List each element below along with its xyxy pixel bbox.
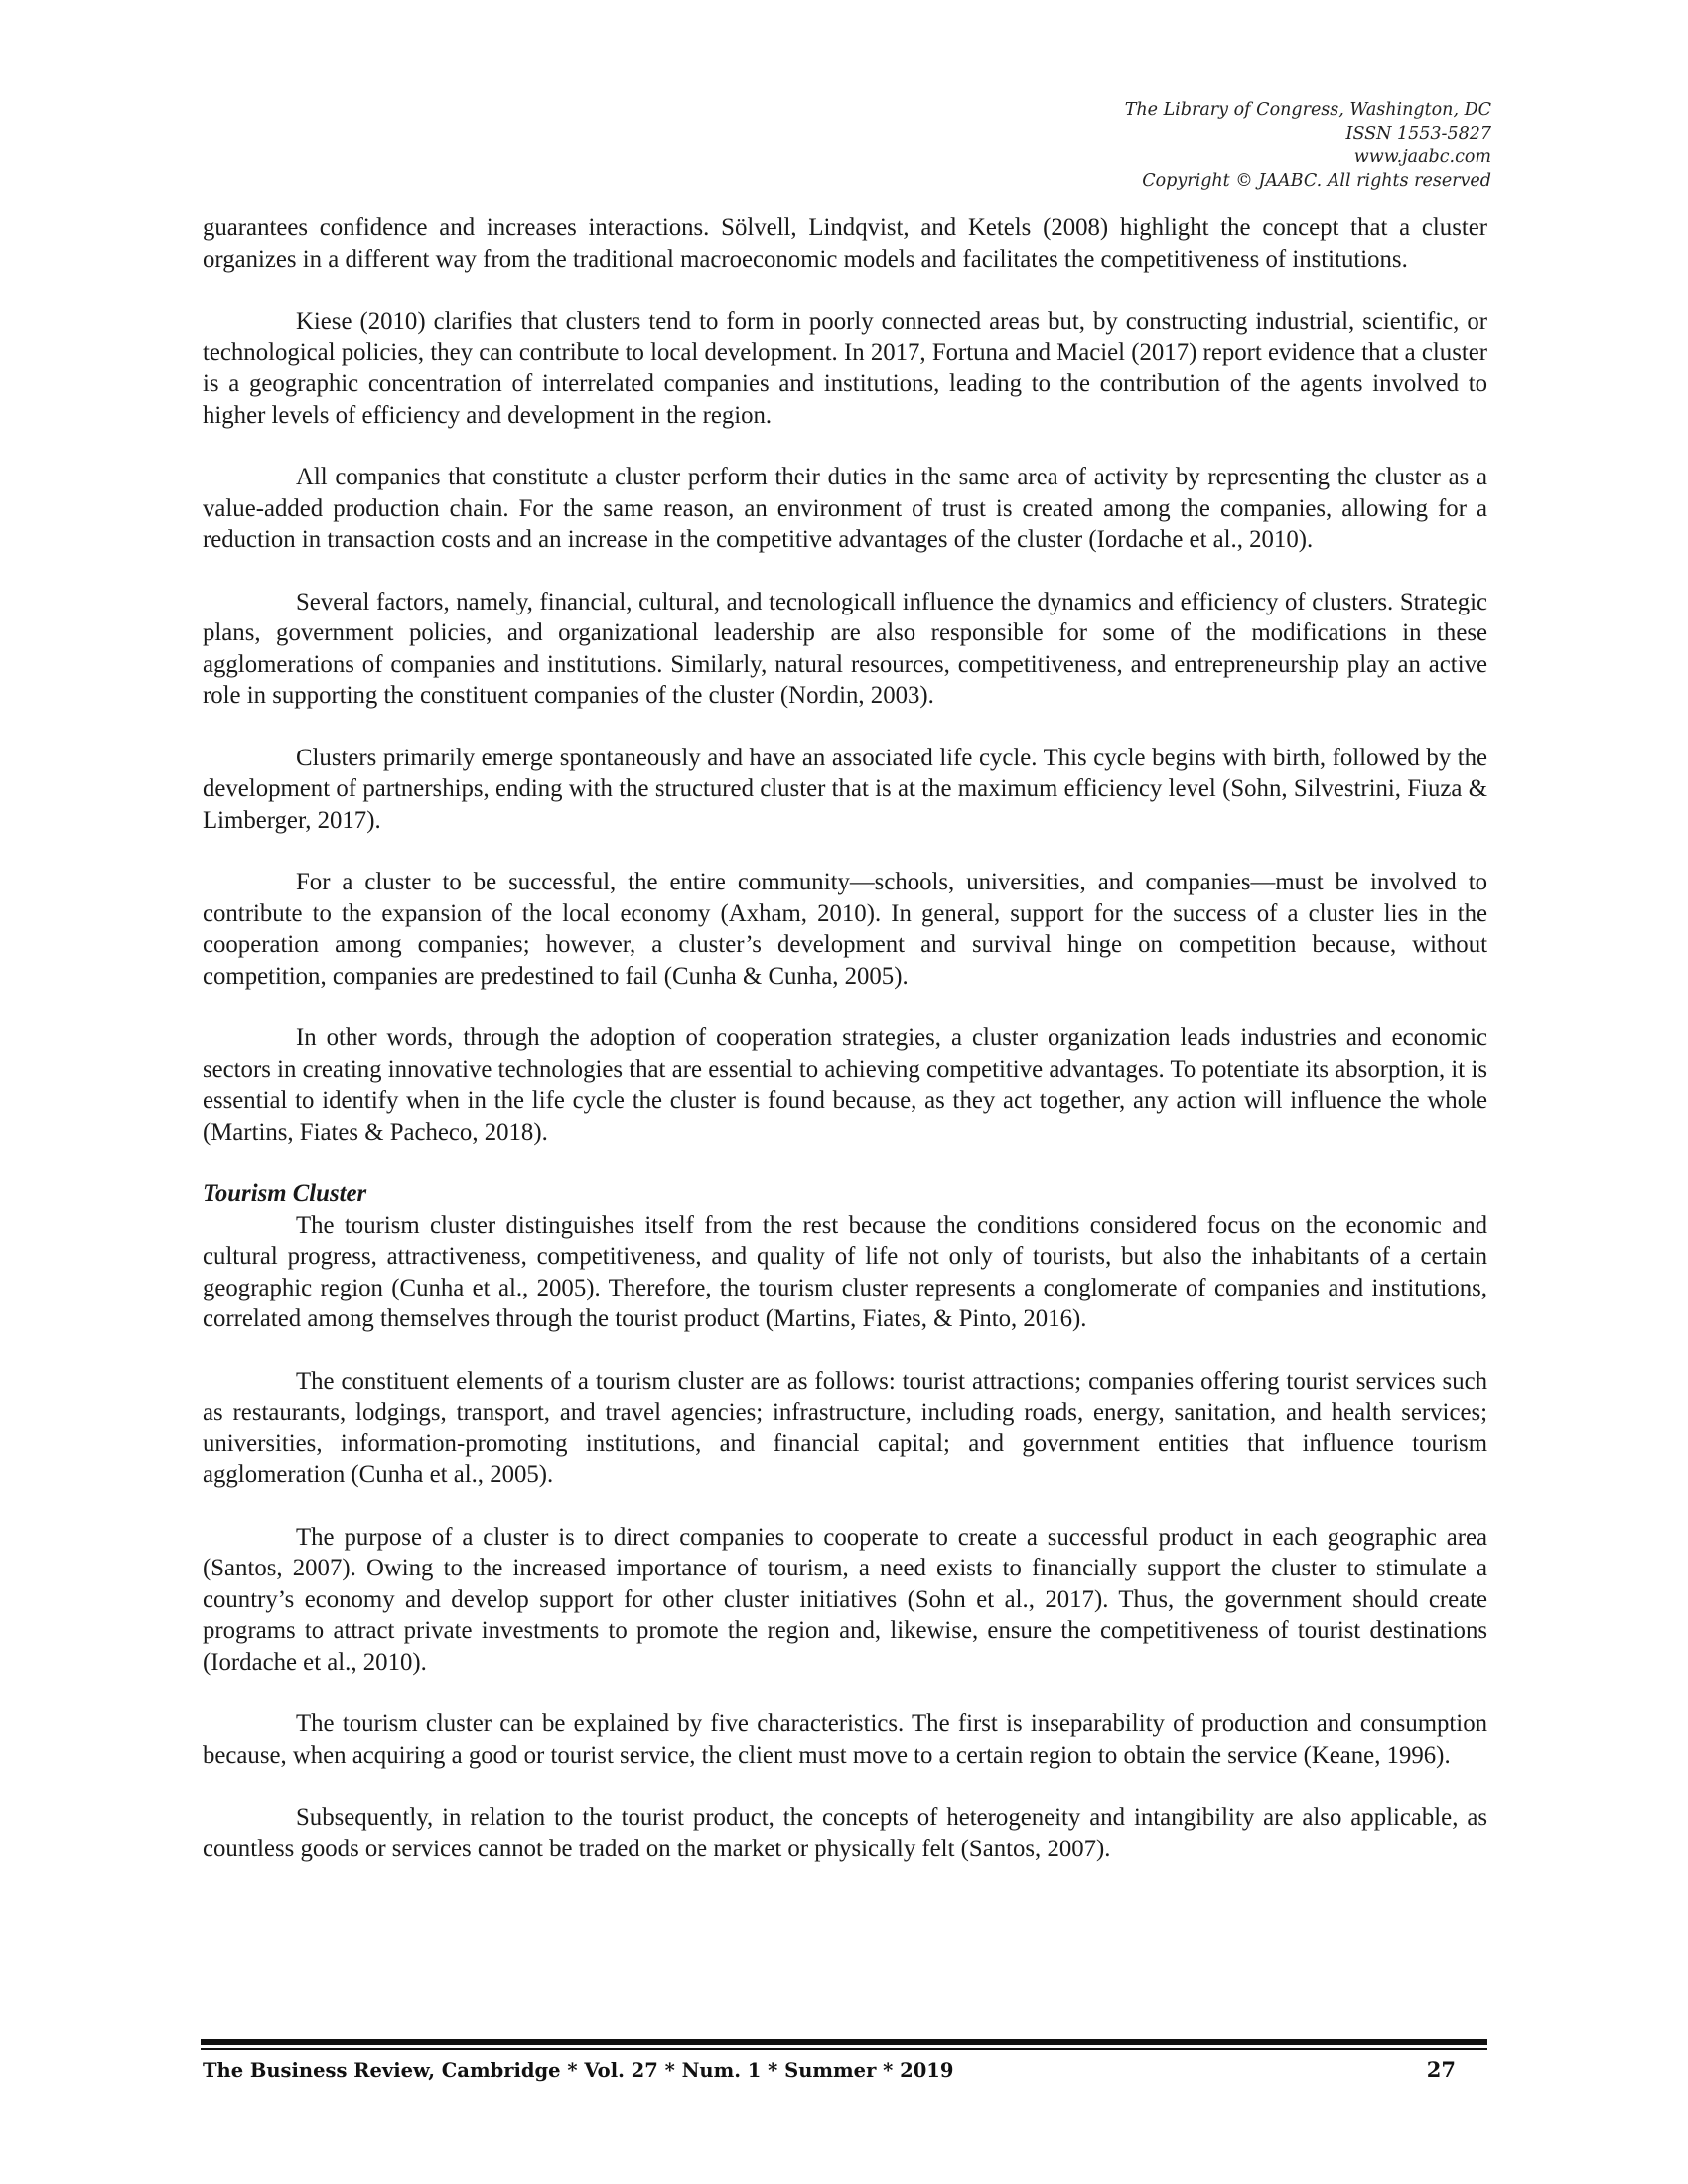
footer-journal-info: The Business Review, Cambridge * Vol. 27 * Num. 1 * Summer * 2019 [203, 2059, 954, 2082]
section-heading: Tourism Cluster [203, 1180, 367, 1207]
paragraph: Subsequently, in relation to the tourist product, the concepts of heterogeneity and intangibility are also applicable, as countless goods or services cannot be traded on the market or physically felt (Santos, 2007). [203, 1804, 1487, 1862]
paragraph: For a cluster to be successful, the entire community—schools, universities, and companies—must be involved to contribute to the expansion of the local economy (Axham, 2010). In general, support for the success of a cluster lies in the cooperation among companies; however, a cluster’s development and survival hinge on competition because, without competition, companies are predestined to fail (Cunha & Cunha, 2005). [203, 869, 1487, 990]
paragraph: Several factors, namely, financial, cultural, and tecnologicall influence the dynamics and efficiency of clusters. Strategic plans, government policies, and organizational leadership are also responsible for some of the modifications in these agglomerations of companies and institutions. Similarly, natural resources, competitiveness, and entrepreneurship play an active role in supporting the constituent companies of the cluster (Nordin, 2003). [203, 588, 1487, 709]
header-issn: ISSN 1553-5827 [1345, 123, 1491, 144]
header-copyright: Copyright © JAABC. All rights reserved [1142, 170, 1491, 191]
header-website: www.jaabc.com [1353, 147, 1491, 167]
article-body [203, 212, 1487, 1895]
paragraph: In other words, through the adoption of cooperation strategies, a cluster organization leads industries and economic sectors in creating innovative technologies that are essential to achieving competitive advantages. To potentiate its absorption, it is essential to identify when in the life cycle the cluster is found because, as they act together, any action will influence the whole (Martins, Fiates & Pacheco, 2018). [203, 1024, 1487, 1146]
footer-rule-thin [201, 2048, 1487, 2050]
header-library: The Library of Congress, Washington, DC [1124, 100, 1491, 120]
paragraph: Clusters primarily emerge spontaneously and have an associated life cycle. This cycle begins with birth, followed by the development of partnerships, ending with the structured cluster that is at the maximum efficiency level (Sohn, Silvestrini, Fiuza & Limberger, 2017). [203, 744, 1487, 834]
paragraph: Kiese (2010) clarifies that clusters tend to form in poorly connected areas but, by constructing industrial, scientific, or technological policies, they can contribute to local development. In 2017, Fortuna and Maciel (2017) report evidence that a cluster is a geographic concentration of interrelated companies and institutions, leading to the contribution of the agents involved to higher levels of efficiency and development in the region. [203, 308, 1487, 429]
paragraph: All companies that constitute a cluster perform their duties in the same area of activity by representing the cluster as a value-added production chain. For the same reason, an environment of trust is created among the companies, allowing for a reduction in transaction costs and an increase in the competitive advantages of the cluster (Iordache et al., 2010). [203, 464, 1487, 553]
paragraph: The constituent elements of a tourism cluster are as follows: tourist attractions; companies offering tourist services such as restaurants, lodgings, transport, and travel agencies; infrastructure, including roads, energy, sanitation, and health services; universities, information-promoting institutions, and financial capital; and government entities that influence tourism agglomeration (Cunha et al., 2005). [203, 1367, 1487, 1488]
paragraph: guarantees confidence and increases interactions. Sölvell, Lindqvist, and Ketels (2008) highlight the concept that a cluster organizes in a different way from the traditional macroeconomic models and facilitates the competitiveness of institutions. [203, 214, 1487, 273]
paragraph: The tourism cluster distinguishes itself from the rest because the conditions considered focus on the economic and cultural progress, attractiveness, competitiveness, and quality of life not only of tourists, but also the inhabitants of a certain geographic region (Cunha et al., 2005). Therefore, the tourism cluster represents a conglomerate of companies and institutions, correlated among themselves through the tourist product (Martins, Fiates, & Pinto, 2016). [203, 1211, 1487, 1332]
footer-rule [201, 2039, 1487, 2045]
paragraph: The tourism cluster can be explained by five characteristics. The first is inseparability of production and consumption because, when acquiring a good or tourist service, the client must move to a certain region to obtain the service (Keane, 1996). [203, 1710, 1487, 1769]
running-header [896, 99, 1491, 193]
paragraph: The purpose of a cluster is to direct companies to cooperate to create a successful product in each geographic area (Santos, 2007). Owing to the increased importance of tourism, a need exists to financially support the cluster to stimulate a country’s economy and develop support for other cluster initiatives (Sohn et al., 2017). Thus, the government should create programs to attract private investments to promote the region and, likewise, ensure the competitiveness of tourist destinations (Iordache et al., 2010). [203, 1523, 1487, 1676]
page-number: 27 [1426, 2057, 1456, 2082]
